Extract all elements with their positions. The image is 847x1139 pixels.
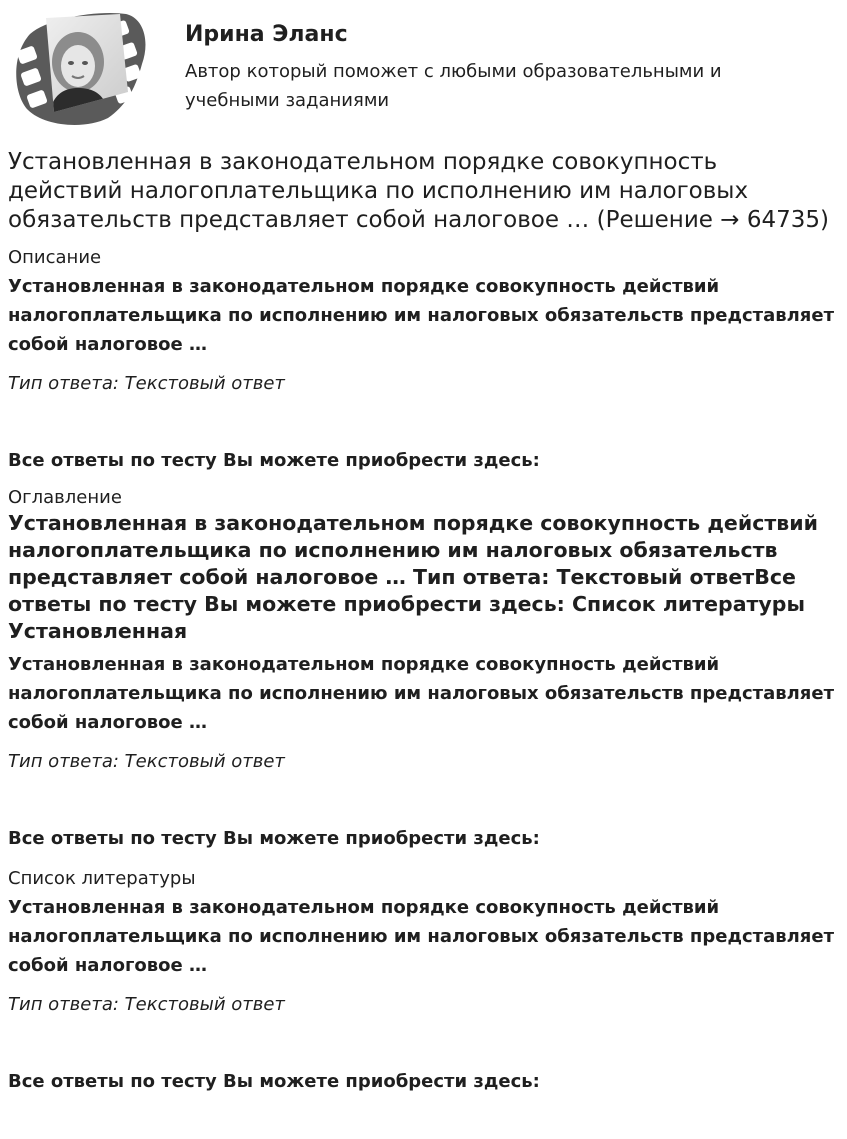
literature-label: Список литературы	[8, 868, 196, 889]
description-buy-text: Все ответы по тесту Вы можете приобрести здесь:	[8, 450, 540, 471]
literature-question: Установленная в законодательном порядке совокупность действий налогоплательщика по исполнению им налоговых обязательств представляет собой налоговое …	[8, 897, 835, 976]
author-header	[8, 8, 838, 128]
literature-buy-text: Все ответы по тесту Вы можете приобрести здесь:	[8, 1071, 540, 1092]
toc-heading: Установленная в законодательном порядке совокупность действий налогоплательщика по исполнению им налоговых обязательств представляет собой налоговое … Тип ответа: Текстовый ответВсе ответы по тесту Вы можете приобрести здесь: Список литературы Установленная	[8, 511, 818, 643]
page-title: Установленная в законодательном порядке совокупность действий налогоплательщика по исполнению им налоговых обязательств представляет собой налоговое … (Решение → 64735)	[8, 149, 829, 233]
toc-answer-type: Тип ответа: Текстовый ответ	[8, 751, 285, 772]
description-label: Описание	[8, 247, 102, 268]
literature-answer-type: Тип ответа: Текстовый ответ	[8, 994, 285, 1015]
toc-label: Оглавление	[8, 487, 122, 508]
toc-question: Установленная в законодательном порядке совокупность действий налогоплательщика по исполнению им налоговых обязательств представляет собой налоговое …	[8, 654, 835, 733]
author-avatar[interactable]	[8, 8, 150, 128]
author-name[interactable]: Ирина Эланс	[185, 22, 348, 47]
main-content	[8, 148, 838, 1094]
description-answer-type: Тип ответа: Текстовый ответ	[8, 373, 285, 394]
description-question: Установленная в законодательном порядке совокупность действий налогоплательщика по исполнению им налоговых обязательств представляет собой налоговое …	[8, 276, 835, 355]
toc-buy-text: Все ответы по тесту Вы можете приобрести здесь:	[8, 828, 540, 849]
author-description: Автор который поможет с любыми образовательными и учебными заданиями	[185, 61, 722, 111]
